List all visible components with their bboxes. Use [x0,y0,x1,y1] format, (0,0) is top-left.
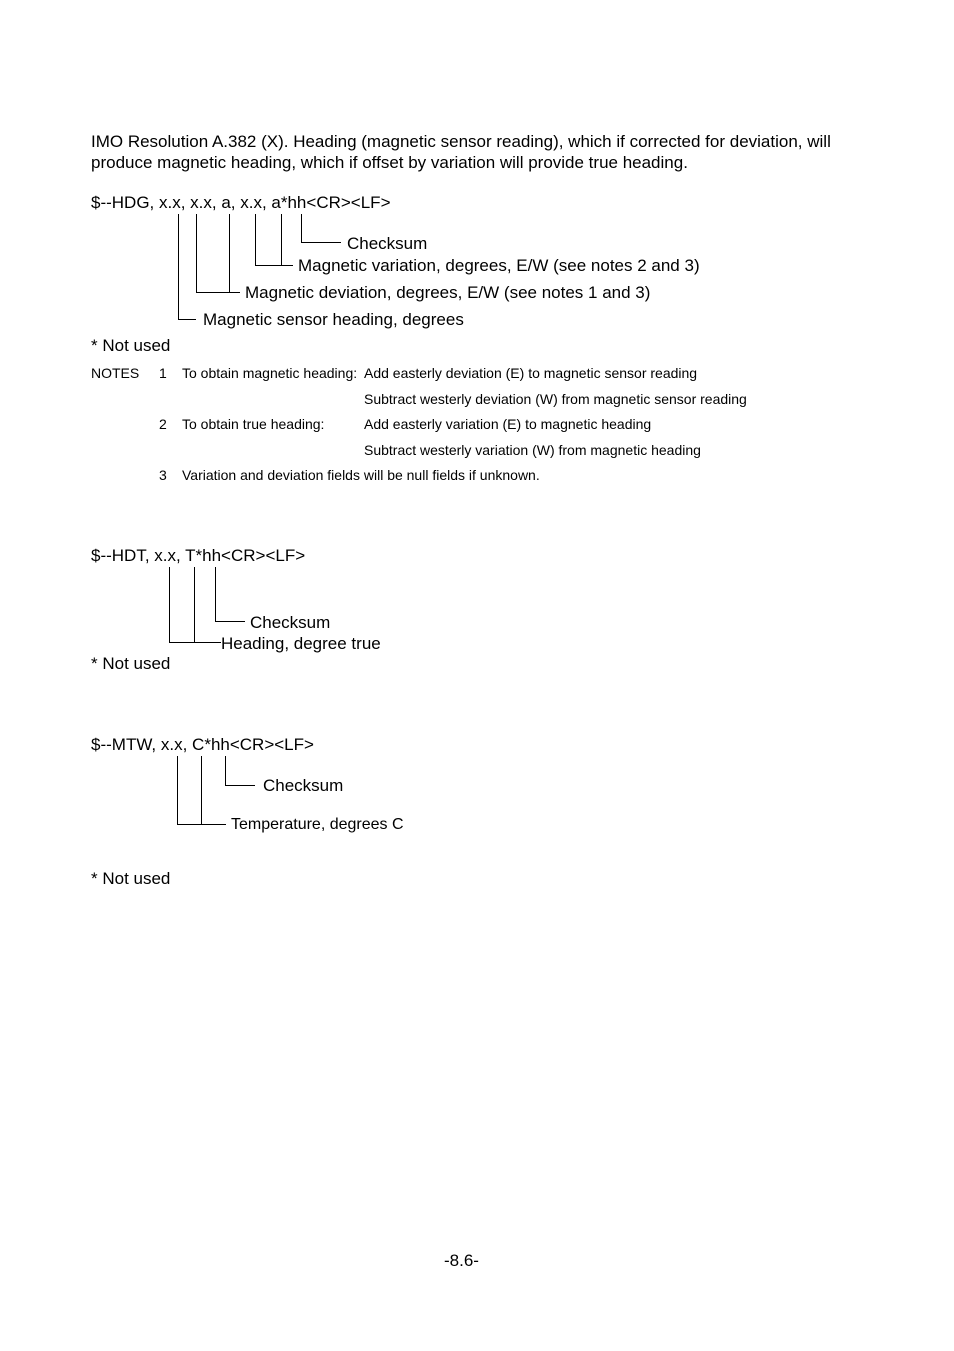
intro-line-1: IMO Resolution A.382 (X). Heading (magnetic sensor reading), which if corrected for deviation, will [91,132,831,151]
hdg-deviation-label: Magnetic deviation, degrees, E/W (see notes 1 and 3) [245,283,651,302]
hdg-not-used: * Not used [91,336,171,355]
hdg-sensor-bracket-v [178,214,179,319]
hdg-format: $--HDG, x.x, x.x, a, x.x, a*hh<CR><LF> [91,193,391,212]
hdt-checksum-bracket-v [215,567,216,621]
note-2-number: 2 [159,416,167,432]
note-1-line-a: Add easterly deviation (E) to magnetic sensor reading [364,365,698,381]
mtw-not-used: * Not used [91,869,171,888]
hdt-checksum-bracket-h [215,621,245,622]
hdt-checksum-label: Checksum [250,613,331,632]
notes-label: NOTES [91,365,140,381]
intro-line-2: produce magnetic heading, which if offset by variation will provide true heading. [91,153,688,172]
note-1-line-b: Subtract westerly deviation (W) from magnetic sensor reading [364,391,747,407]
hdg-sensor-bracket-h [178,319,196,320]
mtw-checksum-bracket-v [225,756,226,785]
hdt-format: $--HDT, x.x, T*hh<CR><LF> [91,546,306,565]
hdg-deviation-bracket-h [196,292,240,293]
hdt-not-used: * Not used [91,654,171,673]
hdg-variation-bracket-h [255,265,293,266]
mtw-checksum-label: Checksum [263,776,344,795]
hdg-variation-bracket-v2 [281,214,282,265]
note-2-line-a: Add easterly variation (E) to magnetic heading [364,416,652,432]
mtw-temperature-bracket-v1 [177,756,178,824]
note-2-title: To obtain true heading: [182,416,325,432]
hdg-checksum-bracket-v [301,214,302,242]
note-2-line-b: Subtract westerly variation (W) from magnetic heading [364,442,701,458]
note-1-number: 1 [159,365,167,381]
mtw-format: $--MTW, x.x, C*hh<CR><LF> [91,735,314,754]
hdg-variation-bracket-v1 [255,214,256,265]
page-number: -8.6- [444,1251,479,1270]
hdt-heading-bracket-v2 [194,567,195,642]
mtw-checksum-bracket-h [225,785,255,786]
hdg-checksum-bracket-h [301,242,341,243]
mtw-temperature-bracket-v2 [201,756,202,824]
hdt-heading-bracket-v1 [169,567,170,642]
hdt-heading-label: Heading, degree true [221,634,381,653]
mtw-temperature-label: Temperature, degrees C [231,816,404,833]
note-1-title: To obtain magnetic heading: [182,365,358,381]
hdg-checksum-label: Checksum [347,234,428,253]
hdg-deviation-bracket-v2 [229,214,230,292]
hdg-deviation-bracket-v1 [196,214,197,292]
hdt-heading-bracket-h [169,642,221,643]
hdg-variation-label: Magnetic variation, degrees, E/W (see notes 2 and 3) [298,256,700,275]
note-3-number: 3 [159,467,167,483]
note-3-text: Variation and deviation fields will be null fields if unknown. [182,467,540,483]
hdg-sensor-heading-label: Magnetic sensor heading, degrees [203,310,464,329]
mtw-temperature-bracket-h [177,824,226,825]
